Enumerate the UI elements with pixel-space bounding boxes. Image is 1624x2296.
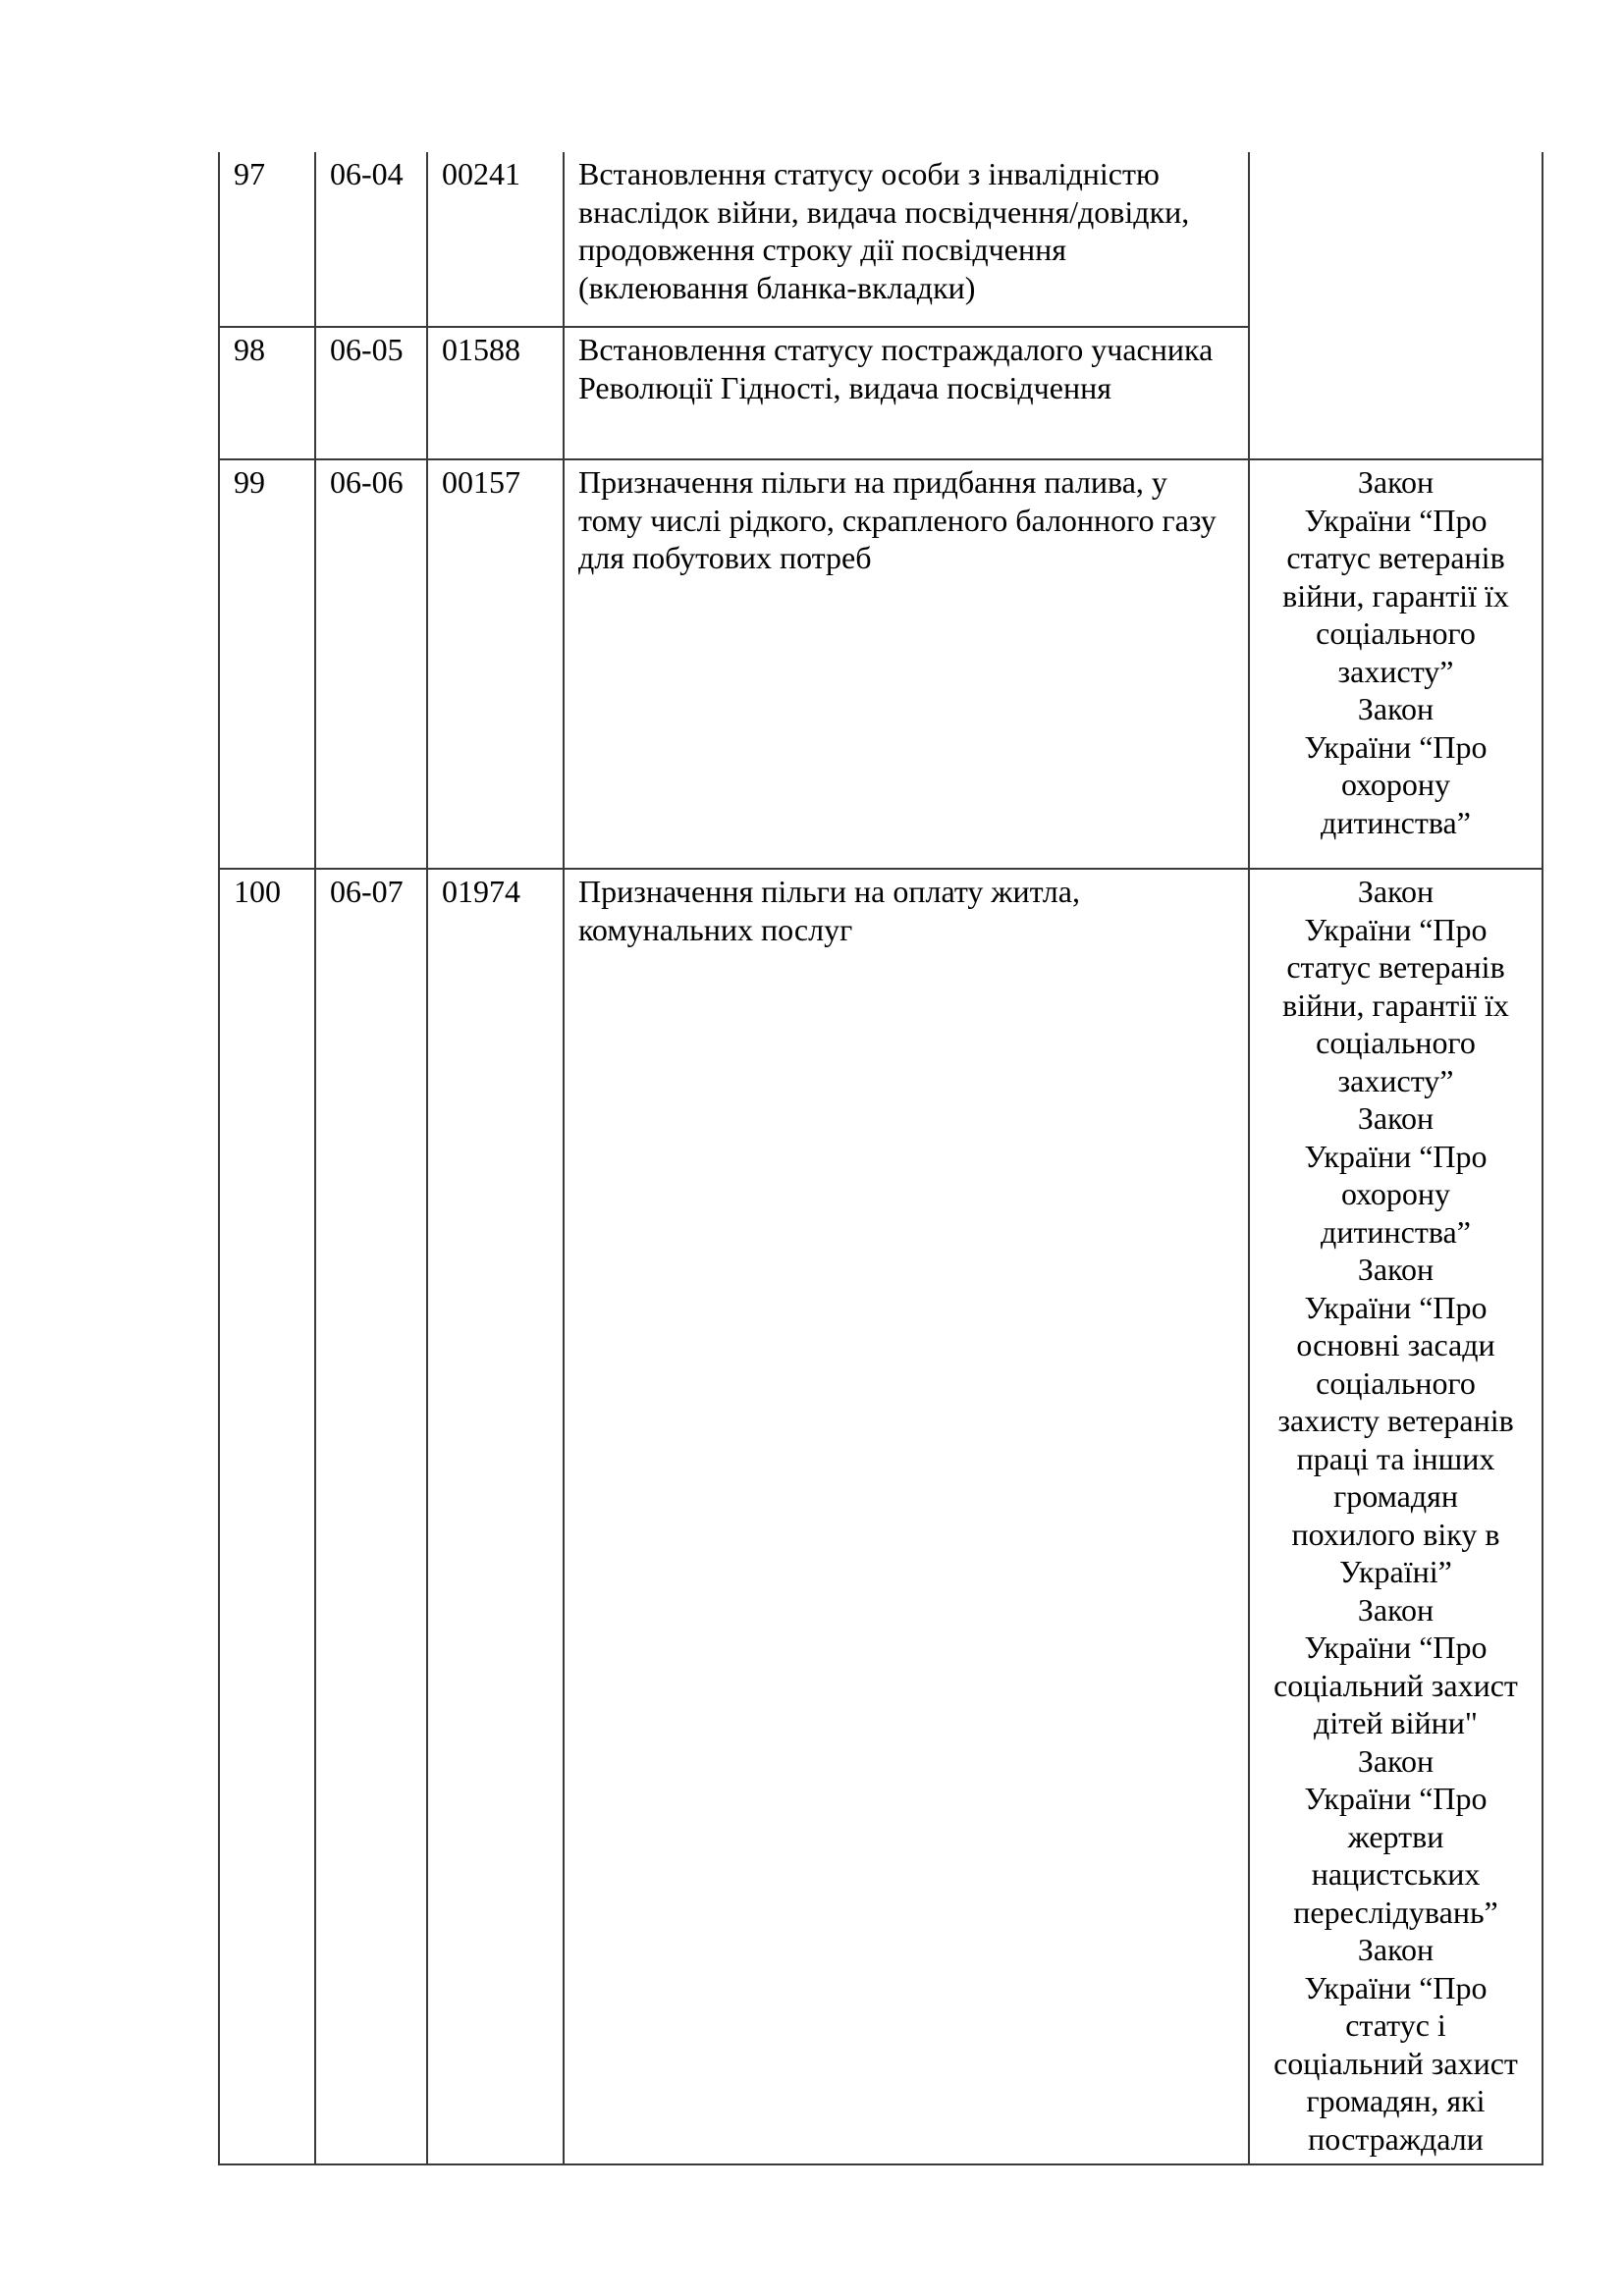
law-line: соціального — [1316, 615, 1476, 651]
law-line: Закон — [1357, 464, 1435, 500]
law-line: соціального — [1316, 1364, 1476, 1401]
legal-basis-cell — [1249, 869, 1543, 2164]
row-number: 97 — [219, 152, 315, 327]
law-line: похилого віку в — [1291, 1516, 1500, 1552]
law-line: праці та інших — [1296, 1440, 1495, 1476]
law-line: дітей війни" — [1314, 1705, 1478, 1740]
service-code: 06-05 — [315, 327, 427, 459]
law-line: Закон — [1357, 1932, 1435, 1967]
law-line: захисту” — [1337, 653, 1454, 689]
service-id: 00241 — [427, 152, 564, 327]
law-line: громадян, які — [1306, 2083, 1486, 2118]
law-line: соціальний захист — [1273, 2045, 1518, 2081]
service-name: Призначення пільги на оплату житла, комунальних послуг — [564, 869, 1249, 2164]
law-line: Закон — [1357, 691, 1435, 726]
law-line: Україні” — [1339, 1554, 1452, 1589]
law-line: Закон — [1357, 1100, 1435, 1136]
legal-basis-cell — [1249, 459, 1543, 869]
law-line: України “Про — [1304, 1969, 1488, 2005]
law-reference — [1264, 1742, 1528, 1932]
law-line: України “Про — [1304, 1629, 1488, 1665]
law-reference — [1264, 690, 1528, 841]
law-line: України “Про — [1304, 911, 1488, 947]
law-line: охорону — [1340, 767, 1451, 802]
row-number: 98 — [219, 327, 315, 459]
law-line: захисту ветеранів — [1277, 1403, 1514, 1438]
law-line: Закон — [1357, 1252, 1435, 1287]
law-line: України “Про — [1304, 1138, 1488, 1174]
law-line: соціального — [1316, 1025, 1476, 1060]
table-row — [219, 459, 1543, 869]
law-line: Закон — [1357, 1742, 1435, 1779]
table-row — [219, 152, 1543, 327]
service-id: 01974 — [427, 869, 564, 2164]
row-number: 100 — [219, 869, 315, 2164]
service-name: Призначення пільги на придбання палива, у тому числі рідкого, скрапленого балонного газу для побутових потреб — [564, 459, 1249, 869]
law-line: Закон — [1357, 1591, 1435, 1628]
law-reference — [1264, 1251, 1528, 1591]
law-line: війни, гарантії їх — [1282, 987, 1509, 1023]
law-line: охорону — [1340, 1176, 1451, 1211]
law-reference — [1264, 1099, 1528, 1251]
law-line: статус ветеранів — [1286, 949, 1505, 985]
law-line: статус ветеранів — [1286, 540, 1505, 575]
law-reference — [1264, 1591, 1528, 1742]
law-line: дитинства” — [1321, 1213, 1471, 1250]
service-code: 06-06 — [315, 459, 427, 869]
law-reference — [1264, 1931, 1528, 2158]
services-table — [218, 152, 1543, 2165]
row-number: 99 — [219, 459, 315, 869]
law-line: жертви — [1347, 1818, 1444, 1854]
law-line: війни, гарантії їх — [1282, 577, 1509, 614]
legal-basis-cell — [1249, 152, 1543, 459]
law-line: нацистських — [1311, 1856, 1481, 1892]
law-line: основні засади — [1296, 1327, 1495, 1362]
law-line: дитинства” — [1321, 804, 1471, 840]
service-code: 06-04 — [315, 152, 427, 327]
service-name: Встановлення статусу постраждалого учасника Революції Гідності, видача посвідчення — [564, 327, 1249, 459]
service-id: 01588 — [427, 327, 564, 459]
law-line: переслідувань” — [1293, 1894, 1498, 1930]
law-line: постраждали — [1308, 2120, 1484, 2157]
law-line: України “Про — [1304, 728, 1488, 765]
table-row — [219, 869, 1543, 2164]
law-line: громадян — [1333, 1478, 1458, 1514]
law-line: України “Про — [1304, 1289, 1488, 1325]
law-line: статус і — [1345, 2007, 1446, 2043]
service-id: 00157 — [427, 459, 564, 869]
law-line: Закон — [1357, 874, 1435, 909]
law-line: захисту” — [1337, 1062, 1454, 1098]
law-reference — [1264, 873, 1528, 1099]
law-line: соціальний захист — [1273, 1667, 1518, 1703]
law-reference — [1264, 463, 1528, 690]
law-line: України “Про — [1304, 502, 1488, 538]
law-line: України “Про — [1304, 1781, 1488, 1816]
service-code: 06-07 — [315, 869, 427, 2164]
service-name: Встановлення статусу особи з інвалідністю внаслідок війни, видача посвідчення/довідки, продовження строку дії посвідчення (вклеювання бланка-вкладки) — [564, 152, 1249, 327]
